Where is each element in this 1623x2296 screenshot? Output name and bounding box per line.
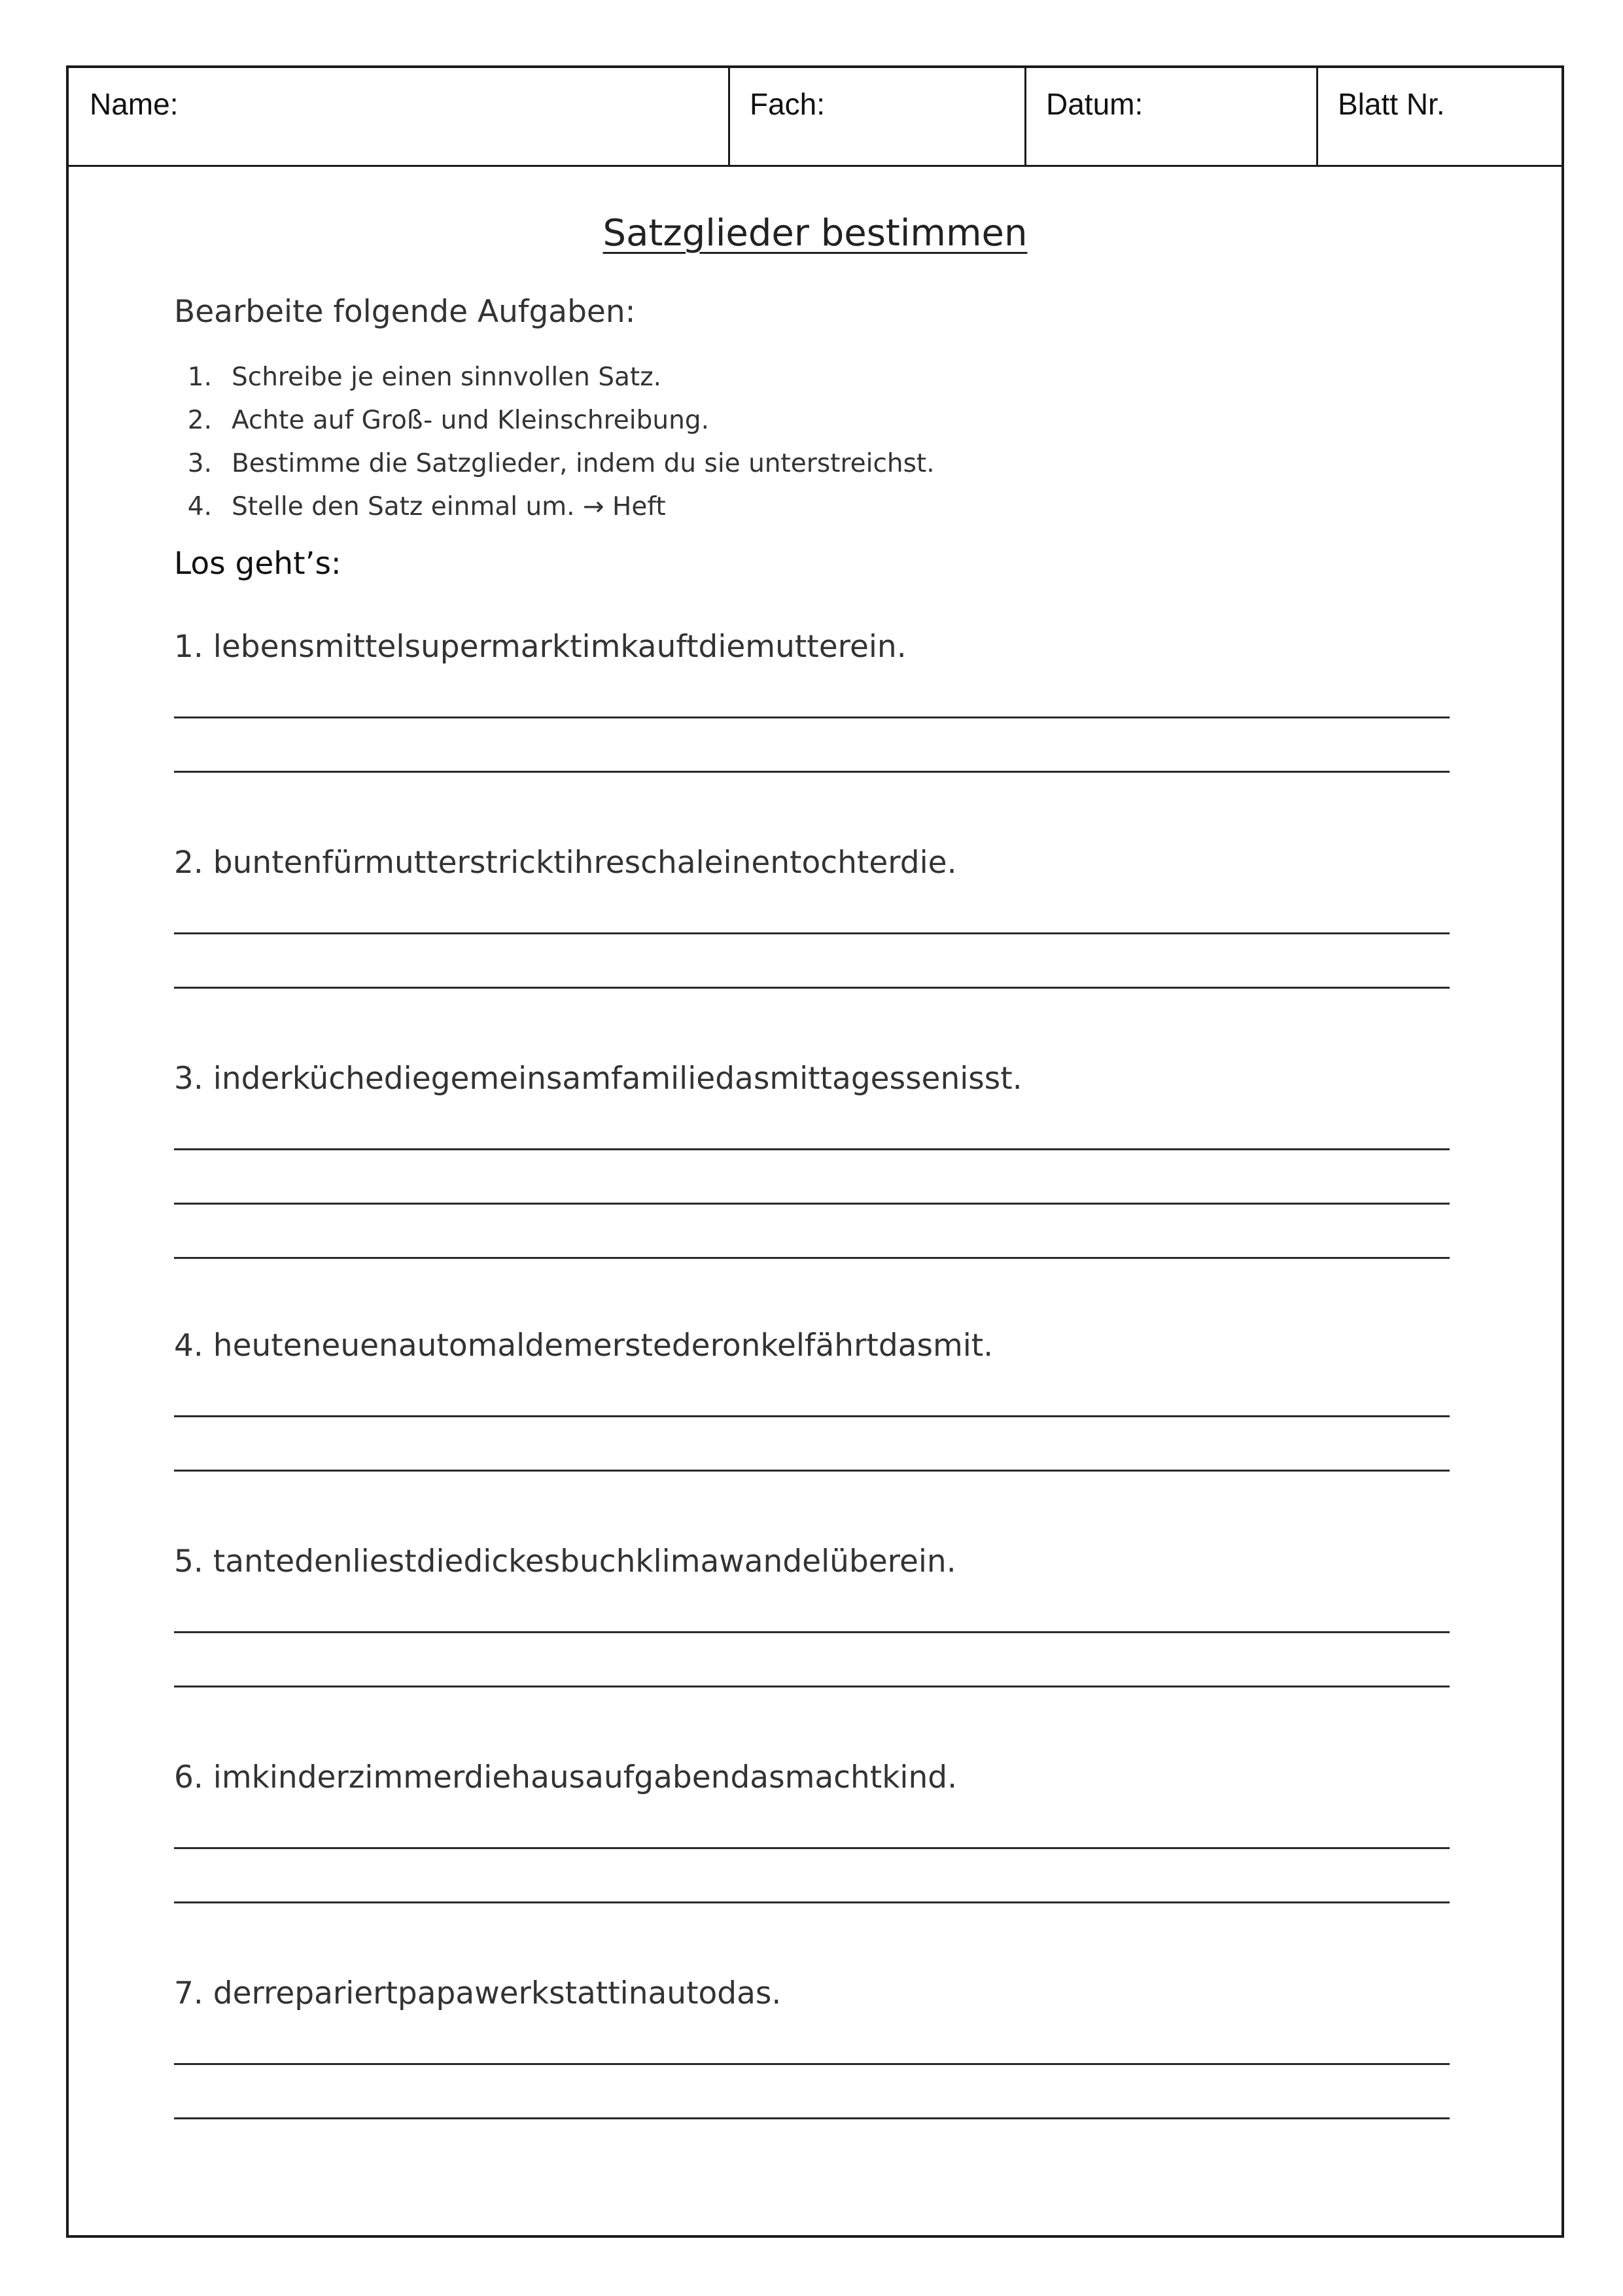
scrambled-sentence: 5. tantedenliestdiedickesbuchklimawandelüberein. [174,1544,956,1580]
task-block [174,1971,1450,2119]
subject-field[interactable] [730,68,1026,165]
scrambled-sentence: 6. imkinderzimmerdiehausaufgabendasmachtkind. [174,1759,958,1795]
scrambled-sentence: 7. derrepariertpapawerkstattinautodas. [174,1975,782,2011]
answer-line[interactable] [174,2117,1450,2119]
answer-line[interactable] [174,987,1450,989]
name-field[interactable] [69,68,730,165]
answer-line[interactable] [174,1631,1450,1633]
task-block [174,1539,1450,1687]
scrambled-sentence: 1. lebensmittelsupermarktimkauftdiemutterein. [174,629,907,665]
answer-line[interactable] [174,1686,1450,1687]
instruction-item [174,442,935,486]
answer-line[interactable] [174,716,1450,718]
scrambled-sentence: 4. heuteneuenautomaldemerstederonkelfährtdasmit. [174,1328,994,1364]
answer-line[interactable] [174,1415,1450,1417]
subject-label: Fach: [750,87,826,121]
instruction-item [174,399,935,442]
answer-line[interactable] [174,1148,1450,1150]
instruction-text: Stelle den Satz einmal um. → Heft [232,492,666,521]
instruction-number: 1. [187,362,212,392]
instruction-number: 3. [187,449,212,478]
answer-line[interactable] [174,771,1450,773]
answer-line[interactable] [174,1901,1450,1903]
task-block [174,840,1450,989]
page-title: Satzglieder bestimmen [602,212,1028,255]
task-block [174,1755,1450,1903]
date-label: Datum: [1046,87,1143,121]
task-block [174,1323,1450,1472]
name-label: Name: [90,87,179,121]
instruction-text: Achte auf Groß- und Kleinschreibung. [232,406,709,435]
answer-line[interactable] [174,1847,1450,1849]
answer-line[interactable] [174,932,1450,934]
worksheet-frame [66,65,1564,2238]
instruction-item [174,356,935,399]
answer-line[interactable] [174,1470,1450,1472]
scrambled-sentence: 2. buntenfürmutterstricktihreschaleinentochterdie. [174,845,957,881]
instruction-text: Bestimme die Satzglieder, indem du sie unterstreichst. [232,449,935,478]
sheet-number-field[interactable] [1318,68,1562,165]
instruction-list [174,356,935,529]
date-field[interactable] [1026,68,1318,165]
start-heading: Los geht’s: [174,546,341,582]
task-block [174,1056,1450,1259]
header-table [69,68,1562,167]
scrambled-sentence: 3. inderküchediegemeinsamfamiliedasmittagessenisst. [174,1061,1022,1097]
instruction-item [174,486,935,529]
instruction-text: Schreibe je einen sinnvollen Satz. [232,362,662,392]
sheet-number-label: Blatt Nr. [1338,87,1445,121]
instructions-heading: Bearbeite folgende Aufgaben: [174,294,636,330]
answer-line[interactable] [174,2063,1450,2065]
answer-line[interactable] [174,1257,1450,1259]
answer-line[interactable] [174,1203,1450,1205]
task-block [174,624,1450,773]
instruction-number: 2. [187,406,212,435]
instruction-number: 4. [187,492,212,521]
